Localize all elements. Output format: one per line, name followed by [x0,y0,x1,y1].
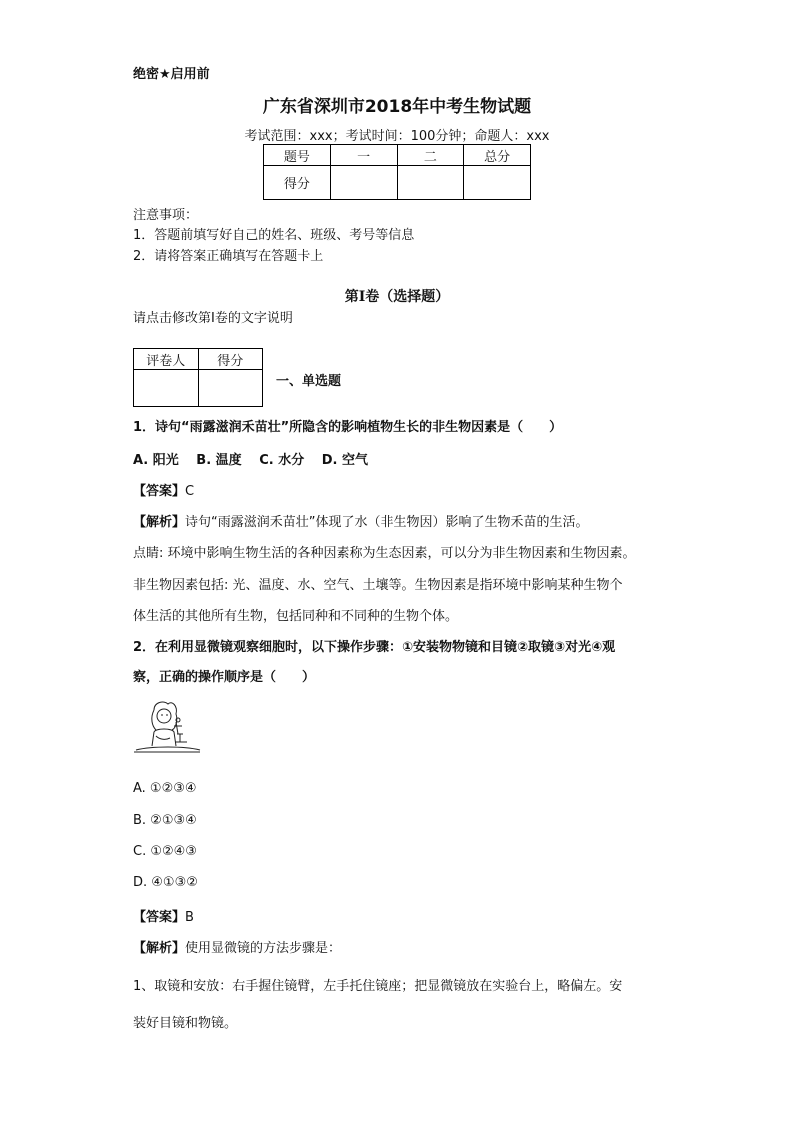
notes-item: 1．答题前填写好自己的姓名、班级、考号等信息 [133,228,415,243]
score-table-header-cell: 一 [330,145,397,166]
question-1-analysis [133,511,589,530]
question-2-option: A. ①②③④ [133,781,197,796]
grader-table-header-cell: 评卷人 [134,349,199,370]
score-table-header-cell: 题号 [264,145,331,166]
section-subtitle: 请点击修改第I卷的文字说明 [133,311,293,326]
score-input-cell[interactable] [397,166,464,200]
score-row-label: 得分 [264,166,331,200]
question-2-step-line: 装好目镜和物镜。 [133,1016,238,1031]
analysis-text: 使用显微镜的方法步骤是： [185,941,342,956]
score-table-header-cell: 二 [397,145,464,166]
question-2-answer [133,906,194,925]
question-1-note-line: 非生物因素包括: 光、温度、水、空气、土壤等。生物因素是指环境中影响某种生物个 [133,578,623,593]
grader-table-header-cell: 得分 [198,349,263,370]
section-title: 第I卷（选择题） [344,289,450,305]
score-input-cell[interactable] [330,166,397,200]
exam-info: 考试范围：xxx；考试时间：100分钟；命题人：xxx [244,129,550,144]
question-2-stem-line: 2．在利用显微镜观察细胞时，以下操作步骤：①安装物物镜和目镜②取镜③对光④观 [133,640,616,655]
answer-value: B [185,910,194,925]
part-title: 一、单选题 [276,374,342,389]
microscope-user-illustration-icon [132,698,204,758]
answer-tag: 【答案】 [133,484,186,499]
question-2-option: D. ④①③② [133,875,198,890]
question-1-stem: 1．诗句“雨露滋润禾苗壮”所隐含的影响植物生长的非生物因素是（ ） [133,420,563,435]
question-2-option: B. ②①③④ [133,813,197,828]
score-input-cell[interactable] [464,166,531,200]
answer-value: C [185,484,195,499]
notes-heading: 注意事项： [133,208,199,223]
secret-mark: 绝密★启用前 [133,67,210,82]
question-2-stem-line: 察，正确的操作顺序是（ ） [133,670,316,685]
question-1-options: A. 阳光 B. 温度 C. 水分 D. 空气 [133,453,368,468]
answer-tag: 【答案】 [133,910,186,925]
notes-item: 2．请将答案正确填写在答题卡上 [133,249,324,264]
grader-input-cell[interactable] [198,370,263,407]
analysis-tag: 【解析】 [133,515,186,530]
score-table [263,144,531,200]
question-1-note-line: 点睛: 环境中影响生物生活的各种因素称为生态因素，可以分为非生物因素和生物因素。 [133,546,636,561]
question-2-option: C. ①②④③ [133,844,197,859]
grader-table [133,348,263,407]
score-table-header-cell: 总分 [464,145,531,166]
grader-input-cell[interactable] [134,370,199,407]
analysis-tag: 【解析】 [133,941,186,956]
question-2-analysis [133,937,341,956]
question-2-step-line: 1、取镜和安放：右手握住镜臂，左手托住镜座；把显微镜放在实验台上，略偏左。安 [133,979,623,994]
page-title: 广东省深圳市2018年中考生物试题 [262,97,532,117]
analysis-text: 诗句“雨露滋润禾苗壮”体现了水（非生物因）影响了生物禾苗的生活。 [185,515,589,530]
question-1-answer [133,480,194,499]
question-1-note-line: 体生活的其他所有生物，包括同种和不同种的生物个体。 [133,609,459,624]
